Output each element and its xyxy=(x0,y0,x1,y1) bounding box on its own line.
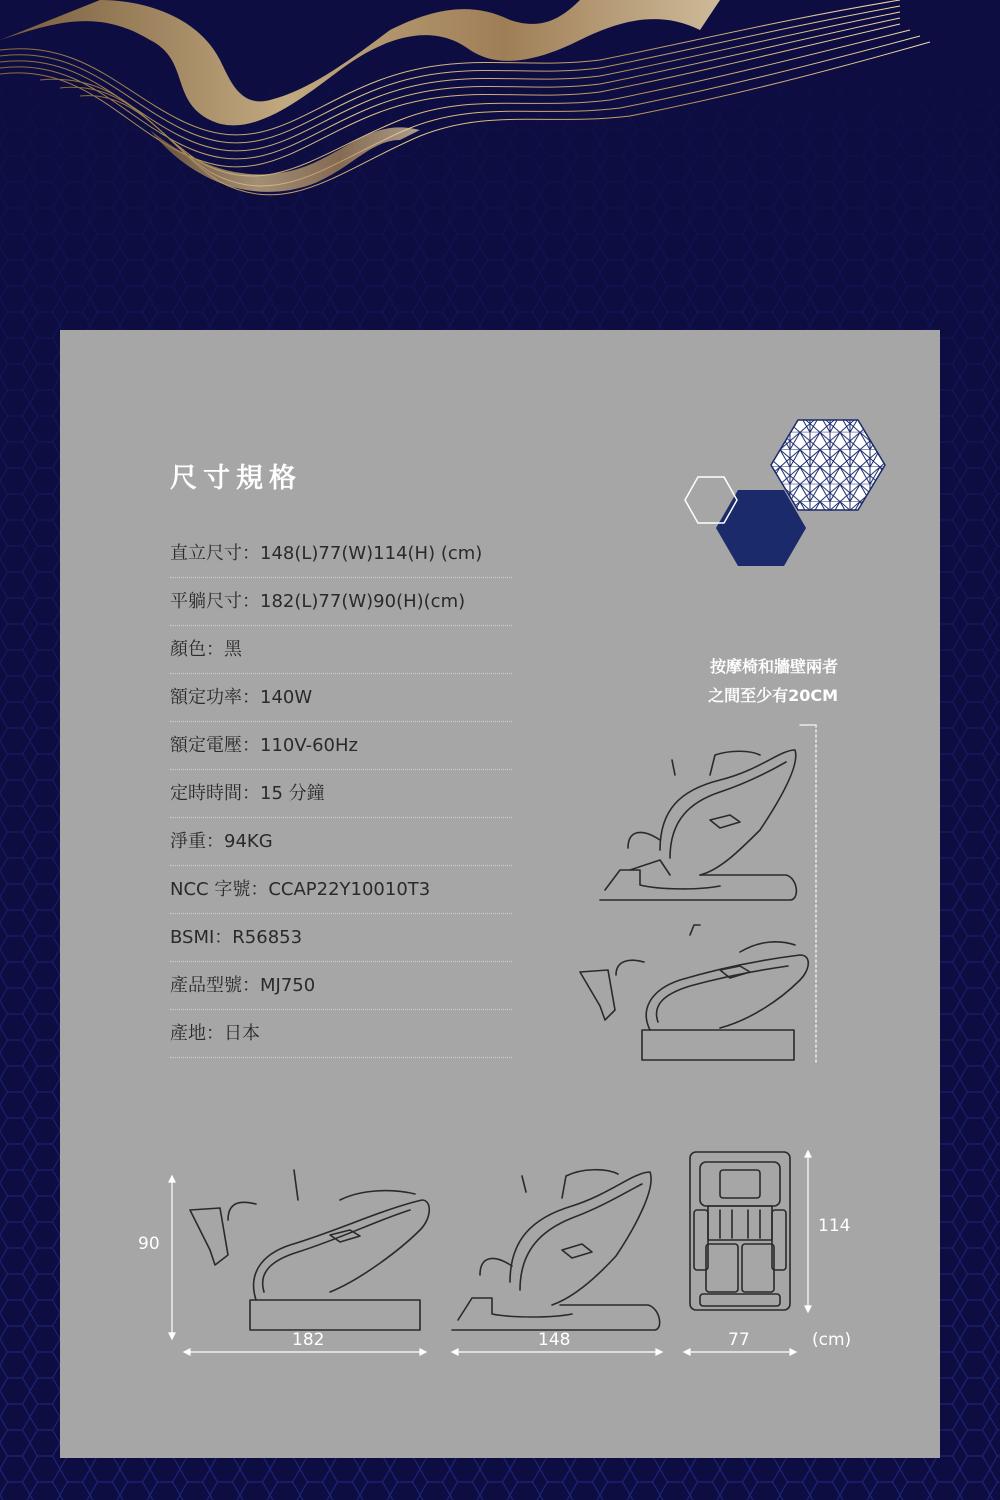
spec-bsmi: BSMI：R56853 xyxy=(170,914,512,962)
dim-unit: (cm) xyxy=(812,1330,852,1350)
dim-upright-length: 148 xyxy=(538,1330,571,1350)
spec-reclined-size: 平躺尺寸：182(L)77(W)90(H)(cm) xyxy=(170,578,512,626)
spec-origin: 產地：日本 xyxy=(170,1010,512,1058)
spec-voltage: 額定電壓：110V-60Hz xyxy=(170,722,512,770)
dim-height: 114 xyxy=(818,1216,851,1236)
wall-note-line2: 之間至少有20CM xyxy=(708,686,838,705)
dim-width: 77 xyxy=(728,1330,750,1350)
dim-reclined-length: 182 xyxy=(292,1330,325,1350)
spec-ncc: NCC 字號：CCAP22Y10010T3 xyxy=(170,866,512,914)
gold-wave-decoration xyxy=(0,0,1000,240)
page-title: 尺寸規格 xyxy=(170,463,302,494)
spec-weight: 淨重：94KG xyxy=(170,818,512,866)
spec-panel xyxy=(60,330,940,1458)
reclined-chair-illustration xyxy=(580,925,808,1060)
spec-color: 顏色：黑 xyxy=(170,626,512,674)
spec-power: 額定功率：140W xyxy=(170,674,512,722)
spec-timer: 定時時間：15 分鐘 xyxy=(170,770,512,818)
reclined-side-view xyxy=(190,1170,429,1330)
spec-model: 產品型號：MJ750 xyxy=(170,962,512,1010)
upright-chair-illustration xyxy=(600,750,796,900)
spec-upright-size: 直立尺寸：148(L)77(W)114(H) (cm) xyxy=(170,530,512,578)
chair-diagrams xyxy=(60,330,940,1458)
dim-reclined-height: 90 xyxy=(138,1234,160,1254)
front-view xyxy=(690,1152,790,1310)
wall-note-line1: 按摩椅和牆壁兩者 xyxy=(709,657,838,676)
upright-side-view xyxy=(452,1170,660,1330)
